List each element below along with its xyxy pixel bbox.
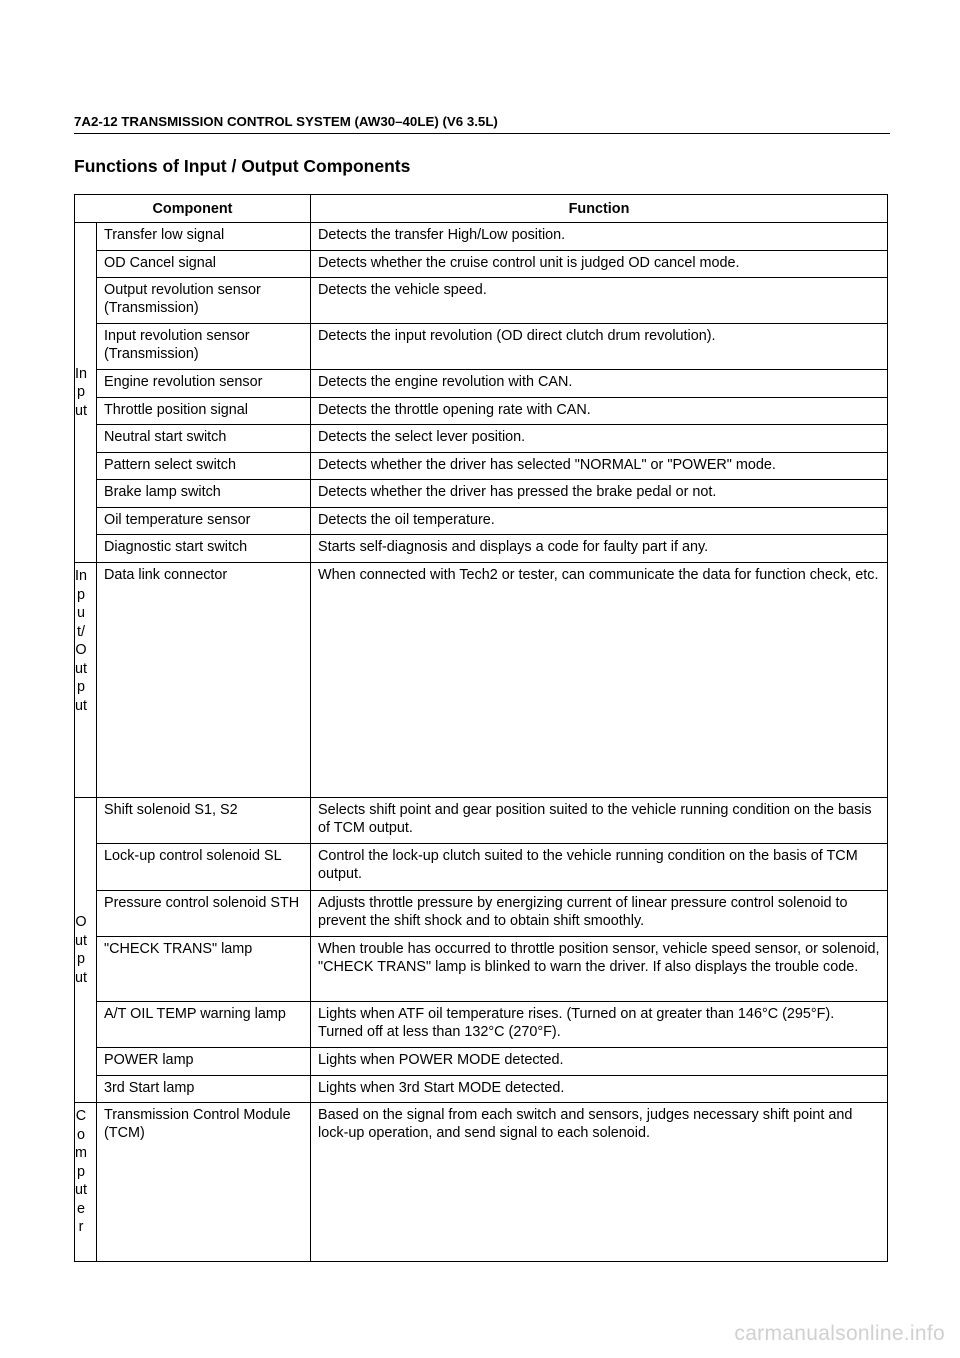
component-cell: Lock-up control solenoid SL — [97, 844, 311, 891]
table-row — [75, 1076, 888, 1103]
table-row — [75, 251, 888, 278]
component-cell: 3rd Start lamp — [97, 1076, 311, 1103]
component-cell: A/T OIL TEMP warning lamp — [97, 1002, 311, 1048]
function-cell: Lights when POWER MODE detected. — [311, 1048, 888, 1076]
function-cell: Detects whether the driver has selected "NORMAL" or "POWER" mode. — [311, 453, 888, 480]
function-cell: Selects shift point and gear position suited to the vehicle running condition on the basis of TCM output. — [311, 798, 888, 844]
component-cell: "CHECK TRANS" lamp — [97, 937, 311, 1002]
function-cell: Detects the transfer High/Low position. — [311, 223, 888, 251]
group-label-input-output — [75, 563, 97, 798]
component-cell: Pressure control solenoid STH — [97, 891, 311, 937]
group-label-text: Output — [75, 914, 88, 986]
component-cell: OD Cancel signal — [97, 251, 311, 278]
component-cell: Neutral start switch — [97, 425, 311, 453]
function-cell: Detects the select lever position. — [311, 425, 888, 453]
components-table — [74, 194, 888, 1262]
table-row — [75, 937, 888, 1002]
table-row — [75, 891, 888, 937]
table-row — [75, 1103, 888, 1262]
column-header-component: Component — [75, 195, 311, 223]
component-cell: Brake lamp switch — [97, 480, 311, 508]
function-cell: Detects the vehicle speed. — [311, 278, 888, 324]
table-row — [75, 1002, 888, 1048]
component-cell: Transmission Control Module (TCM) — [97, 1103, 311, 1262]
group-label-text: Input — [75, 365, 88, 419]
table-row — [75, 370, 888, 398]
table-row — [75, 223, 888, 251]
component-cell: Oil temperature sensor — [97, 508, 311, 535]
table-row — [75, 453, 888, 480]
component-cell: Engine revolution sensor — [97, 370, 311, 398]
component-cell: Data link connector — [97, 563, 311, 798]
function-cell: Starts self-diagnosis and displays a code for faulty part if any. — [311, 535, 888, 563]
function-cell: Control the lock-up clutch suited to the vehicle running condition on the basis of TCM output. — [311, 844, 888, 891]
function-cell: Lights when 3rd Start MODE detected. — [311, 1076, 888, 1103]
table-row — [75, 563, 888, 798]
group-label-computer — [75, 1103, 97, 1262]
component-cell: Pattern select switch — [97, 453, 311, 480]
table-row — [75, 535, 888, 563]
component-cell: Transfer low signal — [97, 223, 311, 251]
table-row — [75, 398, 888, 425]
function-cell: Lights when ATF oil temperature rises. (Turned on at greater than 146°C (295°F). Turned off at less than 132°C (270°F). — [311, 1002, 888, 1048]
watermark: carmanualsonline.info — [734, 1322, 945, 1345]
function-cell: Detects the oil temperature. — [311, 508, 888, 535]
table-row — [75, 1048, 888, 1076]
component-cell: Diagnostic start switch — [97, 535, 311, 563]
function-cell: When connected with Tech2 or tester, can communicate the data for function check, etc. — [311, 563, 888, 798]
table-row — [75, 278, 888, 324]
function-cell: Detects whether the driver has pressed the brake pedal or not. — [311, 480, 888, 508]
table-row — [75, 798, 888, 844]
component-cell: POWER lamp — [97, 1048, 311, 1076]
component-cell: Input revolution sensor (Transmission) — [97, 324, 311, 370]
table-row — [75, 844, 888, 891]
column-header-function: Function — [311, 195, 888, 223]
group-label-text: Computer — [75, 1108, 88, 1235]
group-label-output — [75, 798, 97, 1103]
running-header: 7A2-12 TRANSMISSION CONTROL SYSTEM (AW30–40LE) (V6 3.5L) — [74, 114, 890, 134]
section-title: Functions of Input / Output Components — [74, 156, 411, 176]
group-label-input — [75, 223, 97, 563]
table-row — [75, 508, 888, 535]
table-row — [75, 425, 888, 453]
function-cell: Detects whether the cruise control unit is judged OD cancel mode. — [311, 251, 888, 278]
table-row — [75, 480, 888, 508]
function-cell: Detects the throttle opening rate with CAN. — [311, 398, 888, 425]
component-cell: Throttle position signal — [97, 398, 311, 425]
component-cell: Shift solenoid S1, S2 — [97, 798, 311, 844]
function-cell: Detects the engine revolution with CAN. — [311, 370, 888, 398]
component-cell: Output revolution sensor (Transmission) — [97, 278, 311, 324]
function-cell: When trouble has occurred to throttle position sensor, vehicle speed sensor, or solenoid, "CHECK TRANS" lamp is blinked to warn the driver. If also displays the trouble code. — [311, 937, 888, 1002]
group-label-text: Input/Output — [75, 568, 88, 714]
function-cell: Based on the signal from each switch and sensors, judges necessary shift point and lock-up operation, and send signal to each solenoid. — [311, 1103, 888, 1262]
function-cell: Detects the input revolution (OD direct clutch drum revolution). — [311, 324, 888, 370]
table-row — [75, 324, 888, 370]
table-header-row — [75, 195, 888, 223]
function-cell: Adjusts throttle pressure by energizing current of linear pressure control solenoid to prevent the shift shock and to obtain shift smoothly. — [311, 891, 888, 937]
